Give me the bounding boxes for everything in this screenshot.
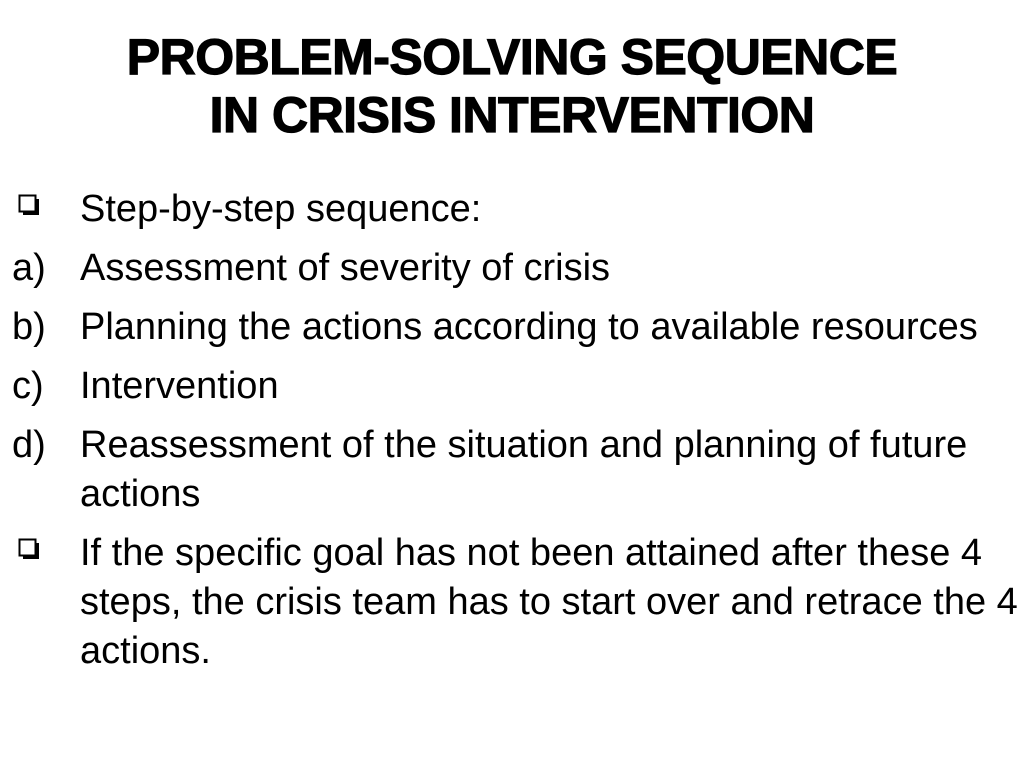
list-item-b xyxy=(12,303,1020,352)
list-item-text: Assessment of severity of crisis xyxy=(80,247,611,289)
list-item-a xyxy=(12,244,1020,293)
list-item-intro xyxy=(12,185,1020,234)
list-item-text: If the specific goal has not been attained after these 4 steps, the crisis team has to start over and retrace the 4 actions. xyxy=(80,532,1018,672)
slide-title-line-2: IN CRISIS INTERVENTION xyxy=(209,87,815,143)
content-list xyxy=(12,185,1020,686)
list-marker: a) xyxy=(12,247,46,289)
list-item-text: Step-by-step sequence: xyxy=(80,188,482,230)
list-item-c xyxy=(12,362,1020,411)
list-marker: c) xyxy=(12,365,44,407)
list-item-d xyxy=(12,421,1020,519)
list-item-text: Reassessment of the situation and planning of future actions xyxy=(80,424,968,515)
list-item-text: Planning the actions according to available resources xyxy=(80,306,978,348)
list-item-conclusion xyxy=(12,529,1020,676)
slide-title-line-1: PROBLEM-SOLVING SEQUENCE xyxy=(126,29,898,85)
slide-title xyxy=(0,28,1024,144)
list-marker: b) xyxy=(12,306,46,348)
list-marker: d) xyxy=(12,424,46,466)
list-item-text: Intervention xyxy=(80,365,279,407)
